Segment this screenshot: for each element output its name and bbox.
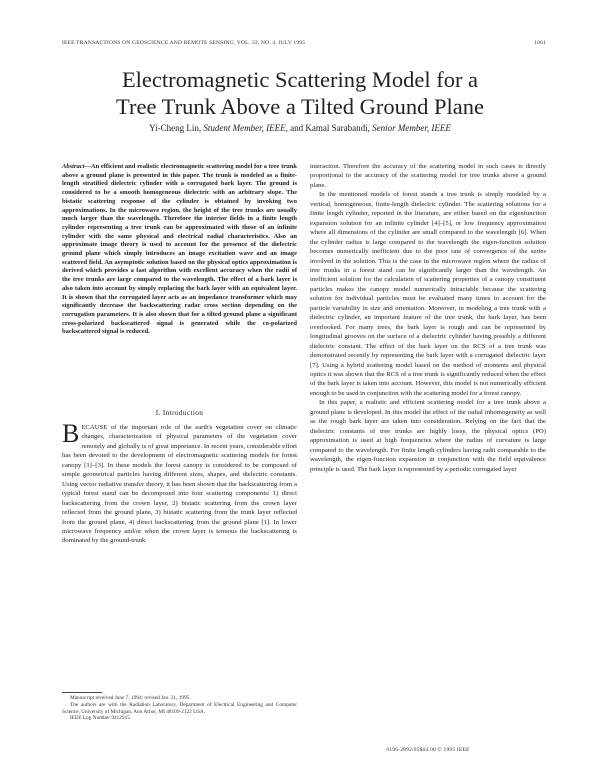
- author-1-role: Student Member, IEEE,: [203, 123, 288, 133]
- paper-title: [40, 66, 560, 120]
- abstract: [62, 163, 297, 337]
- title-line-2: Tree Trunk Above a Tilted Ground Plane: [116, 94, 484, 119]
- page-number: 1061: [534, 40, 546, 46]
- title-line-1: Electromagnetic Scattering Model for a: [121, 67, 479, 92]
- section-heading-introduction: I. Introduction: [155, 409, 204, 417]
- right-column-body: [310, 162, 546, 474]
- author-2-role: Senior Member, IEEE: [372, 123, 451, 133]
- footnotes: [62, 695, 297, 722]
- running-header: [62, 40, 546, 50]
- drop-cap: B: [62, 419, 80, 448]
- abstract-text: An efficient and realistic electromagnetic scattering model for a tree trunk above a ground plane is presented in this paper. The trunk is modeled as a finite-length stratified dielectric cylinder with a corrugated bark layer. The ground is considered to be a smooth homogeneous dielectric with an arbitrary slope. The bistatic scattering response of the cylinder is obtained by invoking two approximations. In the microwave region, the height of the tree trunks are usually much larger than the wavelength. Therefore the interior fields in a finite length cylinder representing a tree trunk can be approximated with those of an infinite cylinder with the same physical and electrical radial characteristics. Also an approximate image theory is used to account for the presence of the dielectric ground plane which simply introduces an image excitation wave and an image scattered field. An asymptotic solution based on the physical optics approximation is derived which provides a fast algorithm with excellent accuracy when the radii of the tree trunks are large compared to the wavelength. The effect of a bark layer is also taken into account by simply replacing the bark layer with an equivalent layer. It is shown that the corrugated layer acts as an impedance transformer which may significantly decrease the backscattering radar cross section depending on the corrugation parameters. It is also shown that for a tilted ground plane a significant cross-polarized backscattered signal is generated while the co-polarized backscattered signal is reduced.: [62, 163, 297, 336]
- footnote-divider: [62, 692, 102, 693]
- footnote-received: Manuscript received June 7, 1994; revised Jan. 31, 1995.: [70, 695, 191, 701]
- footnote-affiliation: The authors are with the Radiation Laboratory, Department of Electrical Engineering and Computer Science, University of Michigan, Ann Arbor, MI 48109-2122 USA.: [62, 701, 297, 715]
- abstract-label: Abstract—: [62, 163, 91, 170]
- author-conjunction: and: [290, 123, 304, 133]
- journal-name: IEEE TRANSACTIONS ON GEOSCIENCE AND REMOTE SENSING, VOL. 33, NO. 4, JULY 1995: [62, 40, 306, 46]
- author-2-name: Kamal Sarabandi,: [305, 123, 370, 133]
- author-list: [40, 123, 560, 134]
- right-paragraph-3: In this paper, a realistic and efficient scattering model for a tree trunk above a ground plane is developed. In this model the effect of the radial inhomogeneity as well as the rough bark layer are taken into consideration. Relying on the fact that the dielectric constants of tree trunks are highly lossy, the physical optics (PO) approximation is used at high frequencies where the radius of curvature is large compared to the wavelength. For finite length cylinders having radii comparable to the wavelength, the eigen-function expansion in conjunction with the field equivalence principle is used. The bark layer is represented by a periodic corrugated layer: [310, 399, 546, 473]
- intro-paragraph-1-text: ECAUSE of the important role of the earth's vegetation cover on climatic changes, characterization of physical parameters of the vegetation cover remotely and globally is of great importance. In recent years, considerable effort has been devoted to the development of electromagnetic scattering models for forest canopy [1]–[3]. In these models the forest canopy is considered to be composed of simple geometrical particles having different sizes, shapes, and dielectric constants. Using vector radiative transfer theory, it has been shown that the backscattering from a typical forest stand can be decomposed into four scattering components: 1) direct backscattering from the crown layer, 2) bistatic scattering from the crown layer reflected from the ground plane, 3) bistatic scattering from the trunk layer reflected from the ground plane, 4) direct backscattering from the ground plane [1]. In lower microwave frequency and/or when the crown layer is tenuous the backscattering is dominated by the ground-trunk: [62, 424, 297, 545]
- introduction-body: [62, 419, 297, 546]
- copyright-line: 0196-2892/95$04.00 © 1995 IEEE: [386, 747, 470, 753]
- intro-paragraph-1: [62, 419, 297, 546]
- right-paragraph-2: In the mentioned models of forest stands a tree trunk is simply modeled by a vertical, homogeneous, finite-length dielectric cylinder. The scattering solutions for a finite length cylinder, reported in the literature, are either based on the eigenfunction expansion solution for an infinite cylinder [4]–[5], or low frequency approximation where all dimensions of the cylinder are small compared to the wavelength [6]. When the cylinder radius is large compared to the wavelength the eigen-function solution becomes numerically inefficient due to the poor rate of convergence of the series involved in the solution. This is the case in the microwave region where the radius of tree trunks in a forest stand can be significantly larger than the wavelength. An inefficient solution for the calculation of scattering properties of a canopy constituent particles makes the canopy model numerically intractable because the scattering solution for individual particles must be evaluated many times to account for the particle variability in size and orientation. Moreover, in modeling a tree trunk with a dielectric cylinder, an important feature of the tree trunk, the bark layer, has been overlooked. For many trees, the bark layer is rough and can be represented by longitudinal grooves on the surface of a dielectric cylinder having possibly a different dielectric constant. The effect of the bark layer on the RCS of a tree trunk was demonstrated recently by representing the bark layer with a corrugated dielectric layer [7]. Using a hybrid scattering model based on the method of moments and physical optics it was shown that the RCS of a tree trunk is significantly reduced when the effect of the bark layer is taken into account. However, this model is not numerically efficient enough to be used in conjunction with the scattering model for a forest canopy.: [310, 191, 546, 397]
- right-paragraph-1: interaction. Therefore the accuracy of the scattering model in such cases is directly proportional to the accuracy of the scattering model for tree trunks above a ground plane.: [310, 163, 546, 189]
- author-1-name: Yi-Cheng Lin,: [149, 123, 202, 133]
- footnote-log-number: IEEE Log Number 9412915.: [70, 715, 132, 722]
